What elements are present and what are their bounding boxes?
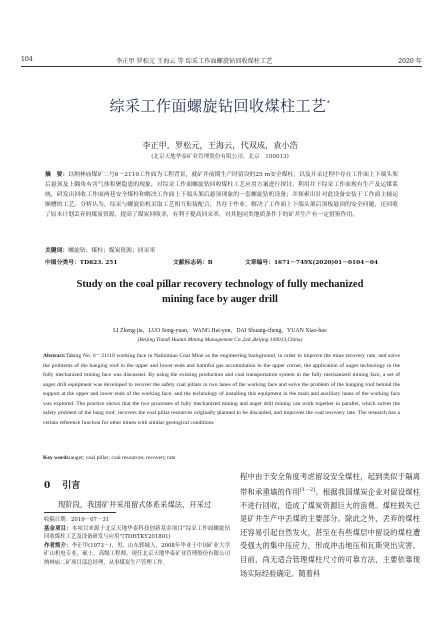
abstract-cn <box>45 170 398 220</box>
abstract-cn-label: 摘 要： <box>45 172 69 178</box>
right-column-text-2: 。根据我国煤炭企业对留设煤柱不进行回收，造成了煤炭资源巨大的浪费。煤柱损失已是矿井生产中丢煤的主要部分。除此之外，丢弃的煤柱还容易引起自然发火，甚至在有些煤层中留设的煤柱遭受强大的集中压应力，形成冲击地压和瓦斯突出灾害。目前，尚无适合管理煤柱尺寸的可靠方法，主要依靠现场实际经验确定。随着科 <box>240 487 421 578</box>
section-title: 引言 <box>62 481 81 491</box>
footnote-rule <box>44 512 116 513</box>
keywords-cn <box>45 245 398 254</box>
keywords-cn-text: 螺旋钻；煤柱；煤炭资源；回采率 <box>68 248 156 254</box>
classification-line <box>45 257 398 267</box>
header-rule <box>21 66 422 67</box>
intro-paragraph: 现阶段，我国矿井采用留式体系采煤法，开采过 <box>58 499 212 509</box>
fund-note <box>44 525 230 542</box>
abstract-cn-text: 以纳林庙煤矿二号6－2110工作面为工程背景，就矿井前期生产时留设的25 m安全煤柱，以及开采过程中存在工作面上下端头架后悬顶及上隅角有害气体积聚隐患的现象，对综采工作面螺旋钻回收煤柱工艺应用方案进行探讨。利用井下综采工作面现有生产及运煤系统，研发出回收工作面两巷安全煤柱和解决工作面上下端头架后悬顶现象的一套螺旋钻机设备；并探索出针对此设备安装于工作面主辅运顺槽的工艺。分析认为，综采与螺旋钻机采取工艺相互衔接配合，共存于作业，解决了工作面上下端头架后顶板悬顶的安全问题，还回收了原本计划丢弃的煤炭资源，提高了煤炭回收率，有利于提高回采率，对其他同类地质条件下的矿井生产有一定借鉴作用。 <box>45 172 398 218</box>
abstract-en-label: Abstract: <box>43 353 66 359</box>
title-en <box>0 277 440 307</box>
footnotes <box>44 516 230 567</box>
author-bio-text: 李正甲(1973－)，男，山东郓城人，2008年毕业于中国矿业大学矿山机电专业，硕士，高级工程师，现任北京天地华泰矿业管理股份有限公司纳林庙二矿项目部总经理，从事煤炭生产管理工作。 <box>44 542 230 566</box>
affiliation-en: (Beijing Tiandi Huatai Mining Management Co.,Ltd.,Beijing 100013,China) <box>137 337 303 343</box>
right-column <box>240 470 420 580</box>
abstract-en-text: Taking No. 6－21110 working face in Nalinmiao Coal Mine as the engineering background, in order to improve the mine recovery rate, and solve the problems of the hanging roof in the upper and lower ends and harmful gas accumulation in the upper corner, the application of auger technology in the fully mechanized mining face was discussed. By using the existing production and coal transportation system in the fully mechanized mining face, a set of auger drill equipment was developed to recover the safety coal pillars in two lanes of the working face and solve the problem of the hanging roof behind the support at the upper and lower ends of the working face, and the technology of installing this equipment in the main and auxiliary lanes of the working face was explored. The practice shows that the two processes of fully mechanized mining and auger drill mining can work together in parallel, which solves the safety problem of the hang roof, recovers the coal pillar resources originally planned to be discarded, and improves the coal recovery rate. The research has a certain reference function for other mines with similar geological conditions <box>43 353 400 426</box>
clc-number: 中图分类号：TD823. 251 <box>45 260 118 266</box>
header-year: 2020 年 <box>398 58 422 65</box>
document-code: 文献标志码：B <box>173 260 213 266</box>
affiliation-cn: (北京天地华泰矿业管理股份有限公司，北京 100013) <box>151 154 289 160</box>
running-title: 李正甲 罗松元 王海云 等 综采工作面螺旋钻回收煤柱工艺 <box>116 58 273 65</box>
title-cn-text: 综采工作面螺旋钻回收煤柱工艺 <box>109 97 327 115</box>
authors-en: LI Zheng-jia，LUO Song-yuan，WANG Hai-yun，DAI Shuang-cheng，YUAN Xiao-hao <box>113 328 327 334</box>
title-cn <box>0 95 440 116</box>
author-bio-label: 作者简介： <box>44 542 72 549</box>
keywords-en <box>43 455 400 461</box>
keywords-en-text: auger; coal pillar; coal resources; recovery rate <box>70 455 176 461</box>
fund-text: 本项目来源于北京天地华泰科技创新基金项目“综采工作面螺旋钻回收煤柱工艺及设备研发与应用”(TDHTKY201801) <box>44 525 230 540</box>
authors-cn: 李正甲，罗松元，王海云，代双成，袁小浩 <box>142 140 298 150</box>
section-heading-intro <box>44 480 234 494</box>
page-number: 104 <box>21 56 33 63</box>
author-bio <box>44 542 230 568</box>
title-en-text: Study on the coal pillar recovery technology of fully mechanized mining face by auger drill <box>76 279 364 305</box>
section-number: 0 <box>44 481 51 491</box>
received-date: 收稿日期：2019－07－31 <box>44 517 110 523</box>
citation-ref: [1－2] <box>299 486 316 493</box>
fund-label: 基金项目： <box>44 525 72 532</box>
keywords-cn-label: 关键词： <box>45 248 69 254</box>
article-number: 文章编号：1671－749X(2020)01－0104－04 <box>245 260 378 266</box>
keywords-en-label: Key words: <box>43 455 71 461</box>
right-column-text: 程中由于安全角度考虑留设安全煤柱，起到类似于隔离带和承重墙的作用 <box>240 472 420 497</box>
title-footnote-mark: * <box>326 99 331 107</box>
left-column <box>44 480 234 511</box>
abstract-en <box>43 352 400 428</box>
